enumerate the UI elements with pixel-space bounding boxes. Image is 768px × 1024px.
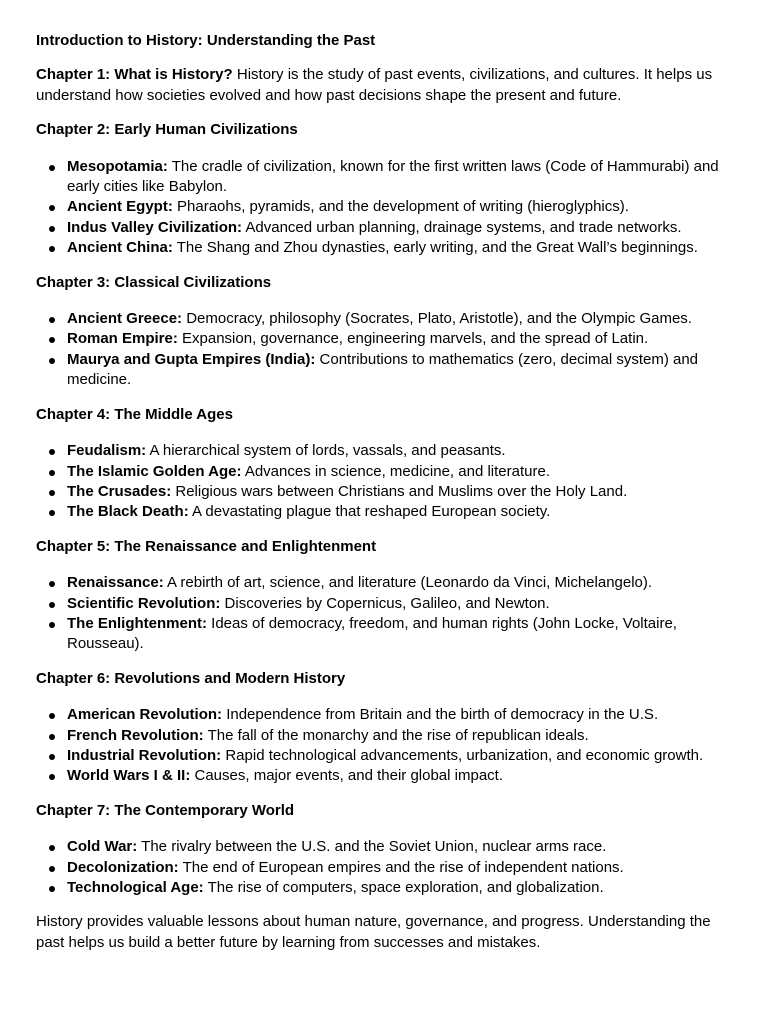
bullet-icon <box>49 774 55 780</box>
bullet-icon <box>49 845 55 851</box>
chapter-1-text: History is the study of past events, civilizations, and cultures. It helps us understand how societies evolved and how past decisions shape the present and future. <box>36 66 713 104</box>
list-item-term: Ancient China: <box>67 239 173 257</box>
list-item-desc: Advanced urban planning, drainage systems, and trade networks. <box>242 218 682 236</box>
list-item-desc: Independence from Britain and the birth of democracy in the U.S. <box>222 706 659 724</box>
list-item-desc: Advances in science, medicine, and literature. <box>241 462 550 480</box>
list-item-term: Technological Age: <box>67 879 204 896</box>
chapter-2-heading: Chapter 2: Early Human Civilizations <box>36 121 298 139</box>
chapter-3-list <box>36 309 732 391</box>
list-item <box>67 482 732 502</box>
bullet-icon <box>49 754 55 760</box>
bullet-icon <box>49 470 55 476</box>
bullet-icon <box>49 886 55 892</box>
document-title: Introduction to History: Understanding the Past <box>36 32 376 49</box>
list-item-term: World Wars I & II: <box>67 767 191 785</box>
list-item-desc: The rivalry between the U.S. and the Soviet Union, nuclear arms race. <box>137 838 607 856</box>
list-item-desc: Discoveries by Copernicus, Galileo, and Newton. <box>220 594 550 612</box>
list-item-term: French Revolution: <box>67 726 204 744</box>
list-item-term: Scientific Revolution: <box>67 594 221 612</box>
list-item-desc: A devastating plague that reshaped European society. <box>188 503 551 521</box>
bullet-icon <box>49 165 55 171</box>
bullet-icon <box>49 337 55 343</box>
list-item-desc: A rebirth of art, science, and literature (Leonardo da Vinci, Michelangelo). <box>163 574 653 592</box>
list-item <box>67 329 732 349</box>
bullet-icon <box>49 734 55 740</box>
list-item <box>67 197 732 217</box>
bullet-icon <box>49 602 55 608</box>
bullet-icon <box>49 713 55 719</box>
list-item <box>67 705 732 725</box>
list-item-term: The Islamic Golden Age: <box>67 462 242 480</box>
list-item-term: Mesopotamia: <box>67 157 168 175</box>
chapter-5-list <box>36 573 732 655</box>
list-item-desc: Democracy, philosophy (Socrates, Plato, Aristotle), and the Olympic Games. <box>182 310 692 328</box>
list-item <box>67 726 732 746</box>
list-item-desc: Causes, major events, and their global impact. <box>190 767 503 785</box>
list-item-desc: Religious wars between Christians and Muslims over the Holy Land. <box>171 482 628 500</box>
list-item <box>67 502 732 522</box>
list-item-term: The Crusades: <box>67 482 172 500</box>
list-item <box>67 462 732 482</box>
list-item <box>67 157 732 198</box>
bullet-icon <box>49 317 55 323</box>
list-item-term: Decolonization: <box>67 858 179 876</box>
chapter-4-list <box>36 441 732 523</box>
list-item-term: Renaissance: <box>67 574 164 592</box>
bullet-icon <box>49 490 55 496</box>
list-item <box>67 350 732 391</box>
list-item <box>67 594 732 614</box>
bullet-icon <box>49 866 55 872</box>
chapter-6-list <box>36 705 732 787</box>
list-item-term: Feudalism: <box>67 442 147 460</box>
chapter-4-heading: Chapter 4: The Middle Ages <box>36 405 233 423</box>
list-item-term: Ancient Greece: <box>67 310 183 328</box>
bullet-icon <box>49 205 55 211</box>
list-item-desc: Contributions to mathematics (zero, decimal system) and medicine. <box>67 350 699 389</box>
list-item-desc: Rapid technological advancements, urbanization, and economic growth. <box>221 746 704 764</box>
list-item <box>67 746 732 766</box>
list-item-term: Indus Valley Civilization: <box>67 218 243 236</box>
list-item-desc: Pharaohs, pyramids, and the development of writing (hieroglyphics). <box>172 198 629 216</box>
list-item-desc: The Shang and Zhou dynasties, early writing, and the Great Wall’s beginnings. <box>172 239 698 257</box>
list-item <box>67 858 732 878</box>
list-item-term: The Enlightenment: <box>67 614 207 632</box>
bullet-icon <box>49 358 55 364</box>
list-item-term: The Black Death: <box>67 503 189 521</box>
list-item <box>67 238 732 258</box>
chapter-1-heading: Chapter 1: What is History? <box>36 66 233 84</box>
list-item <box>67 837 732 857</box>
list-item-term: Industrial Revolution: <box>67 746 222 764</box>
chapter-2-list <box>36 157 732 259</box>
list-item-term: Cold War: <box>67 838 138 856</box>
list-item-desc: A hierarchical system of lords, vassals, and peasants. <box>146 442 506 460</box>
chapter-6-heading: Chapter 6: Revolutions and Modern History <box>36 669 346 687</box>
list-item <box>67 309 732 329</box>
list-item <box>67 878 732 898</box>
bullet-icon <box>49 581 55 587</box>
list-item <box>67 614 732 655</box>
bullet-icon <box>49 622 55 628</box>
list-item-desc: The cradle of civilization, known for the first written laws (Code of Hammurabi) and early cities like Babylon. <box>67 157 719 196</box>
chapter-7-list <box>36 837 732 898</box>
bullet-icon <box>49 449 55 455</box>
list-item <box>67 441 732 461</box>
list-item <box>67 573 732 593</box>
chapter-3-heading: Chapter 3: Classical Civilizations <box>36 273 272 291</box>
list-item-term: Ancient Egypt: <box>67 198 173 216</box>
bullet-icon <box>49 510 55 516</box>
list-item-term: American Revolution: <box>67 706 223 724</box>
list-item <box>67 218 732 238</box>
list-item-desc: The rise of computers, space exploration, and globalization. <box>203 879 604 896</box>
list-item-term: Roman Empire: <box>67 330 178 348</box>
list-item-term: Maurya and Gupta Empires (India): <box>67 350 316 368</box>
chapter-5-heading: Chapter 5: The Renaissance and Enlightenment <box>36 537 377 555</box>
bullet-icon <box>49 246 55 252</box>
chapter-7-heading: Chapter 7: The Contemporary World <box>36 801 295 819</box>
conclusion-paragraph: History provides valuable lessons about human nature, governance, and progress. Understanding the past helps us build a better future by learning from successes and mistakes. <box>36 913 711 951</box>
list-item-desc: The fall of the monarchy and the rise of republican ideals. <box>203 726 589 744</box>
list-item <box>67 766 732 786</box>
list-item-desc: Expansion, governance, engineering marvels, and the spread of Latin. <box>177 330 649 348</box>
chapter-1-paragraph <box>36 65 732 106</box>
list-item-desc: Ideas of democracy, freedom, and human rights (John Locke, Voltaire, Rousseau). <box>67 614 677 653</box>
bullet-icon <box>49 226 55 232</box>
list-item-desc: The end of European empires and the rise of independent nations. <box>178 858 624 876</box>
